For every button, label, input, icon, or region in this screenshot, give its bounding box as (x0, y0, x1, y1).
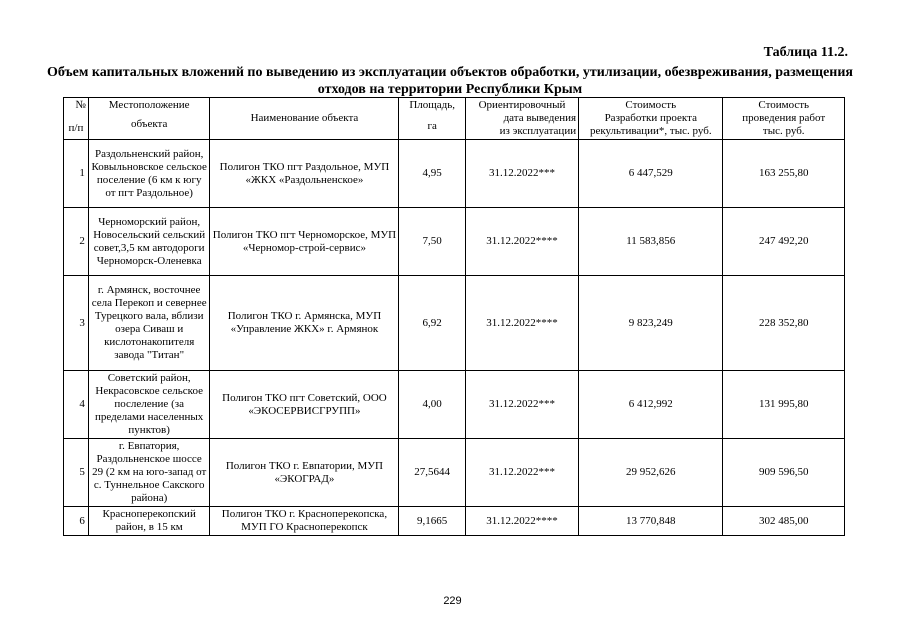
row-area: 27,5644 (399, 439, 465, 507)
row-dev-cost: 29 952,626 (579, 439, 723, 507)
row-location: Раздольненский район, Ковыльновское сельское поселение (6 км к югу от пгт Раздольное) (88, 140, 210, 208)
table-label: Таблица 11.2. (763, 45, 848, 60)
row-location: Советский район, Некрасовское сельское послеление (за пределами населенных пунктов) (88, 371, 210, 439)
row-date: 31.12.2022**** (465, 276, 578, 371)
row-location: Черноморский район, Новосельский сельский совет,3,5 км автодороги Черноморск-Оленевка (88, 208, 210, 276)
table-row (64, 439, 845, 507)
row-date: 31.12.2022*** (465, 439, 578, 507)
row-location: г. Армянск, восточнее села Перекоп и севернее Турецкого вала, вблизи озера Сиваш и кислотонакопителя завода "Титан" (88, 276, 210, 371)
row-date: 31.12.2022**** (465, 507, 578, 536)
row-date: 31.12.2022**** (465, 208, 578, 276)
row-number: 1 (64, 140, 89, 208)
row-dev-cost: 13 770,848 (579, 507, 723, 536)
row-dev-cost: 6 447,529 (579, 140, 723, 208)
page-number: 229 (443, 595, 462, 607)
header-area: Площадь, га (399, 98, 465, 140)
row-dev-cost: 9 823,249 (579, 276, 723, 371)
table-row (64, 140, 845, 208)
row-dev-cost: 6 412,992 (579, 371, 723, 439)
row-date: 31.12.2022*** (465, 140, 578, 208)
header-num: № п/п (64, 98, 89, 140)
row-work-cost: 302 485,00 (723, 507, 845, 536)
row-location: г. Евпатория, Раздольненское шоссе 29 (2 км на юго-запад от с. Туннельное Сакского района) (88, 439, 210, 507)
row-number: 6 (64, 507, 89, 536)
row-date: 31.12.2022*** (465, 371, 578, 439)
row-object-name: Полигон ТКО г. Евпатории, МУП «ЭКОГРАД» (210, 439, 399, 507)
header-name: Наименование объекта (210, 98, 399, 140)
row-dev-cost: 11 583,856 (579, 208, 723, 276)
row-area: 7,50 (399, 208, 465, 276)
table-row (64, 208, 845, 276)
table-row (64, 507, 845, 536)
row-work-cost: 909 596,50 (723, 439, 845, 507)
header-date: Ориентировочный дата выведения из эксплуатации (465, 98, 578, 140)
row-number: 4 (64, 371, 89, 439)
row-number: 5 (64, 439, 89, 507)
capital-investment-table (63, 97, 845, 536)
row-object-name: Полигон ТКО пгт Раздольное, МУП «ЖКХ «Раздольненское» (210, 140, 399, 208)
row-area: 4,95 (399, 140, 465, 208)
header-location: Местоположение объекта (88, 98, 210, 140)
header-work-cost: Стоимость проведения работ тыс. руб. (723, 98, 845, 140)
row-object-name: Полигон ТКО пгт Черноморское, МУП «Черномор-строй-сервис» (210, 208, 399, 276)
row-object-name: Полигон ТКО пгт Советский, ООО «ЭКОСЕРВИСГРУПП» (210, 371, 399, 439)
row-object-name: Полигон ТКО г. Красноперекопска, МУП ГО Красноперекопск (210, 507, 399, 536)
row-area: 9,1665 (399, 507, 465, 536)
row-area: 6,92 (399, 276, 465, 371)
header-dev-cost: Стоимость Разработки проекта рекультивации*, тыс. руб. (579, 98, 723, 140)
table-row (64, 276, 845, 371)
table-title: Объем капитальных вложений по выведению из эксплуатации объектов обработки, утилизации, обезвреживания, размещения отходов на территории Республики Крым (46, 65, 854, 97)
row-area: 4,00 (399, 371, 465, 439)
row-location: Красноперекопский район, в 15 км (88, 507, 210, 536)
row-work-cost: 163 255,80 (723, 140, 845, 208)
table-row (64, 371, 845, 439)
row-object-name: Полигон ТКО г. Армянска, МУП «Управление ЖКХ» г. Армянок (210, 276, 399, 371)
row-work-cost: 247 492,20 (723, 208, 845, 276)
row-number: 3 (64, 276, 89, 371)
row-work-cost: 228 352,80 (723, 276, 845, 371)
row-work-cost: 131 995,80 (723, 371, 845, 439)
row-number: 2 (64, 208, 89, 276)
